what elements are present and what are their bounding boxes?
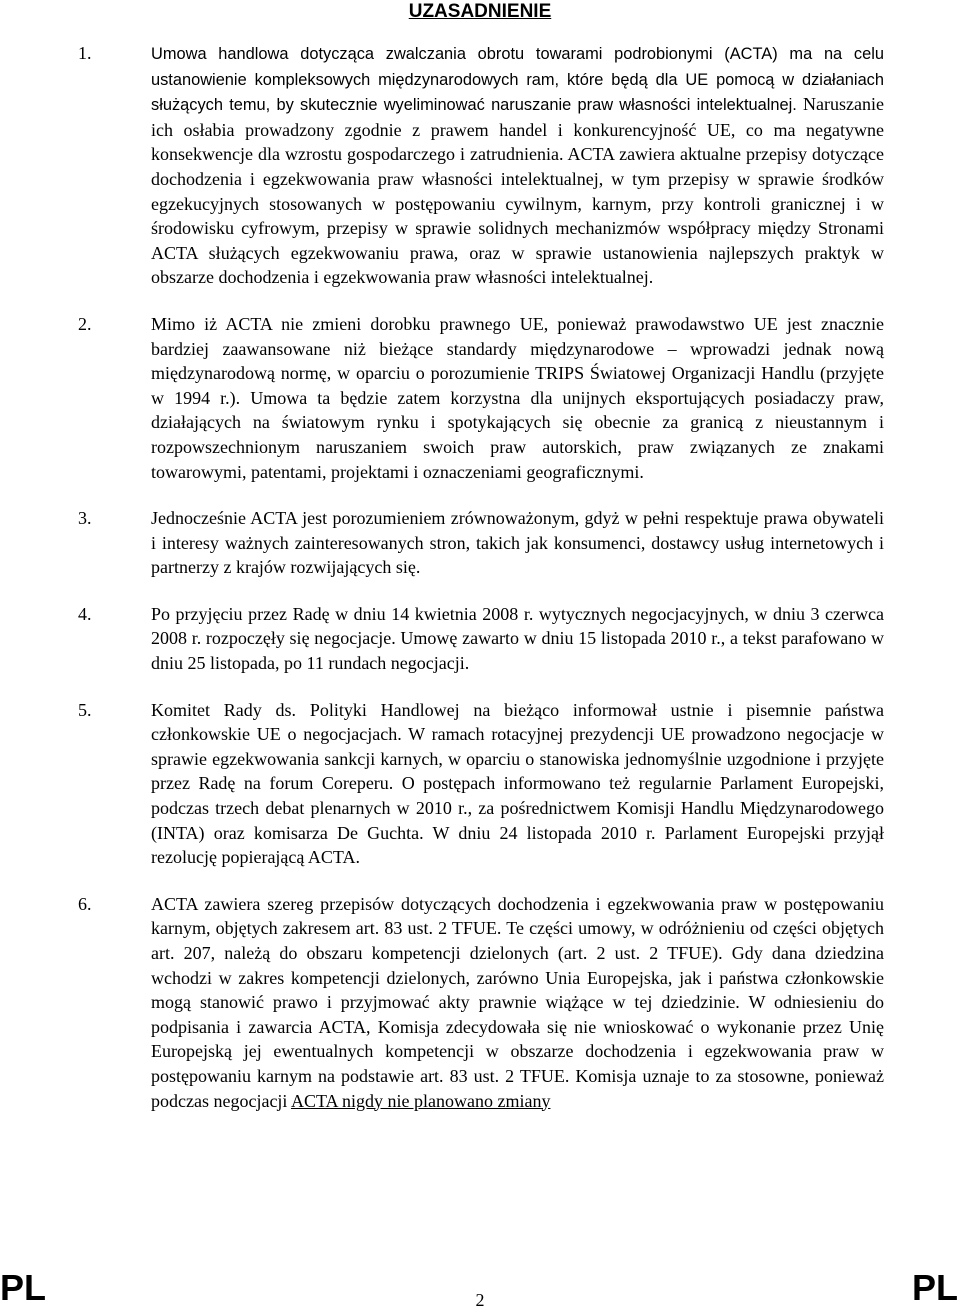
footer-language-left: PL <box>0 1267 47 1308</box>
paragraph-underlined-text: ACTA nigdy nie planowano zmiany <box>290 1090 551 1111</box>
paragraph-text <box>151 41 884 290</box>
paragraph-number: 6. <box>78 893 92 914</box>
paragraph-sans-text: Umowa handlowa dotycząca zwalczania obrotu towarami podrobionymi (ACTA) ma na celu ustanowienie kompleksowych międzynarodowych ram, które będą dla UE pomocą w działaniach służących temu, by skutecznie wyeliminować naruszanie praw własności intelektualnej. <box>151 45 884 115</box>
paragraph-text: Jednocześnie ACTA jest porozumieniem zrównoważonym, gdyż w pełni respektuje prawa obywateli i interesy ważnych zainteresowanych stron, takich jak konsumenci, dostawcy usług internetowych i partnerzy z krajów rozwijających się. <box>151 508 884 578</box>
paragraph-number: 4. <box>78 603 92 624</box>
paragraph-3 <box>0 506 960 580</box>
paragraph-5 <box>0 698 960 870</box>
paragraph-text: Po przyjęciu przez Radę w dniu 14 kwietnia 2008 r. wytycznych negocjacyjnych, w dniu 3 czerwca 2008 r. rozpoczęły się negocjacje. Umowę zawarto w dniu 15 listopada 2010 r., a tekst parafowano w dniu 25 listopada, po 11 rundach negocjacji. <box>151 603 884 674</box>
document-title: UZASADNIENIE <box>408 1 552 22</box>
paragraph-text <box>151 892 884 1113</box>
paragraph-text: Mimo iż ACTA nie zmieni dorobku prawnego UE, ponieważ prawodawstwo UE jest znacznie bardziej zaawansowane niż bieżące standardy międzynarodowe – wprowadzi jednak nową międzynarodową normę, w oparciu o porozumienie TRIPS Światowej Organizacji Handlu (przyjęte w 1994 r.). Umowa ta będzie zatem korzystna dla unijnych eksportujących posiadaczy praw, działających na światowym rynku i spotykających się obecnie za granicą z nieustannym i rozpowszechnionym naruszaniem swoich praw autorskich, praw związanych ze znakami towarowymi, patentami, projektami i oznaczeniami geograficznymi. <box>151 313 884 482</box>
paragraph-number: 3. <box>78 508 92 529</box>
paragraph-1 <box>0 41 960 290</box>
document-body <box>0 41 960 1135</box>
paragraph-6 <box>0 892 960 1113</box>
paragraph-text: Komitet Rady ds. Polityki Handlowej na bieżąco informował ustnie i pisemnie państwa członkowskie UE o negocjacjach. W ramach rotacyjnej prezydencji UE prowadzono negocjacje w sprawie egzekwowania sankcji karnych, w oparciu o stanowiska jednomyślnie uzgodnione i przyjęte przez Radę na forum Coreperu. O postępach informowano też regularnie Parlament Europejski, podczas trzech debat plenarnych w 2010 r., za pośrednictwem Komisji Handlu Międzynarodowego (INTA) oraz komisarza De Guchta. W dniu 24 listopada 2010 r. Parlament Europejski przyjął rezolucję popierającą ACTA. <box>151 699 884 868</box>
paragraph-2 <box>0 312 960 484</box>
paragraph-number: 1. <box>78 43 92 63</box>
paragraph-4 <box>0 602 960 676</box>
footer-language-right: PL <box>911 1267 958 1308</box>
paragraph-number: 2. <box>78 313 92 334</box>
paragraph-serif-text: ACTA zawiera szereg przepisów dotyczących dochodzenia i egzekwowania praw w postępowaniu karnym, objętych zakresem art. 83 ust. 2 TFUE. Te części umowy, w odróżnieniu od części objętych art. 207, należą do obszaru kompetencji dzielonych (art. 2 ust. 2 TFUE). Gdy dana dziedzina wchodzi w zakres kompetencji dzielonych, zarówno Unia Europejska, jak i państwa członkowskie mogą stanowić prawo i przyjmować akty prawnie wiążące w tej dziedzinie. W odniesieniu do podpisania i zawarcia ACTA, Komisja zdecydowała się nie wnioskować o wykonanie przez Unię Europejską jej ewentualnych kompetencji w obszarze dochodzenia i egzekwowania praw w postępowaniu karnym na podstawie art. 83 ust. 2 TFUE. Komisja uznaje to za stosowne, ponieważ podczas negocjacji <box>151 893 884 1111</box>
paragraph-number: 5. <box>78 699 92 720</box>
page-number: 2 <box>475 1290 485 1310</box>
paragraph-serif-text: Naruszanie ich osłabia prowadzony zgodnie z prawem handel i konkurencyjność UE, co ma negatywne konsekwencje dla wzrostu gospodarczego i zatrudnienia. ACTA zawiera aktualne przepisy dotyczące dochodzenia i egzekwowania praw własności intelektualnej, w tym przepisy w sprawie środków egzekucyjnych stosowanych w postępowaniu cywilnym, karnym, przy kontroli granicznej i w środowisku cyfrowym, przepisy w sprawie solidnych mechanizmów współpracy między Stronami ACTA służących egzekwowaniu prawa, oraz w sprawie ustanowienia najlepszych praktyk w obszarze dochodzenia i egzekwowania praw własności intelektualnej. <box>151 94 884 288</box>
